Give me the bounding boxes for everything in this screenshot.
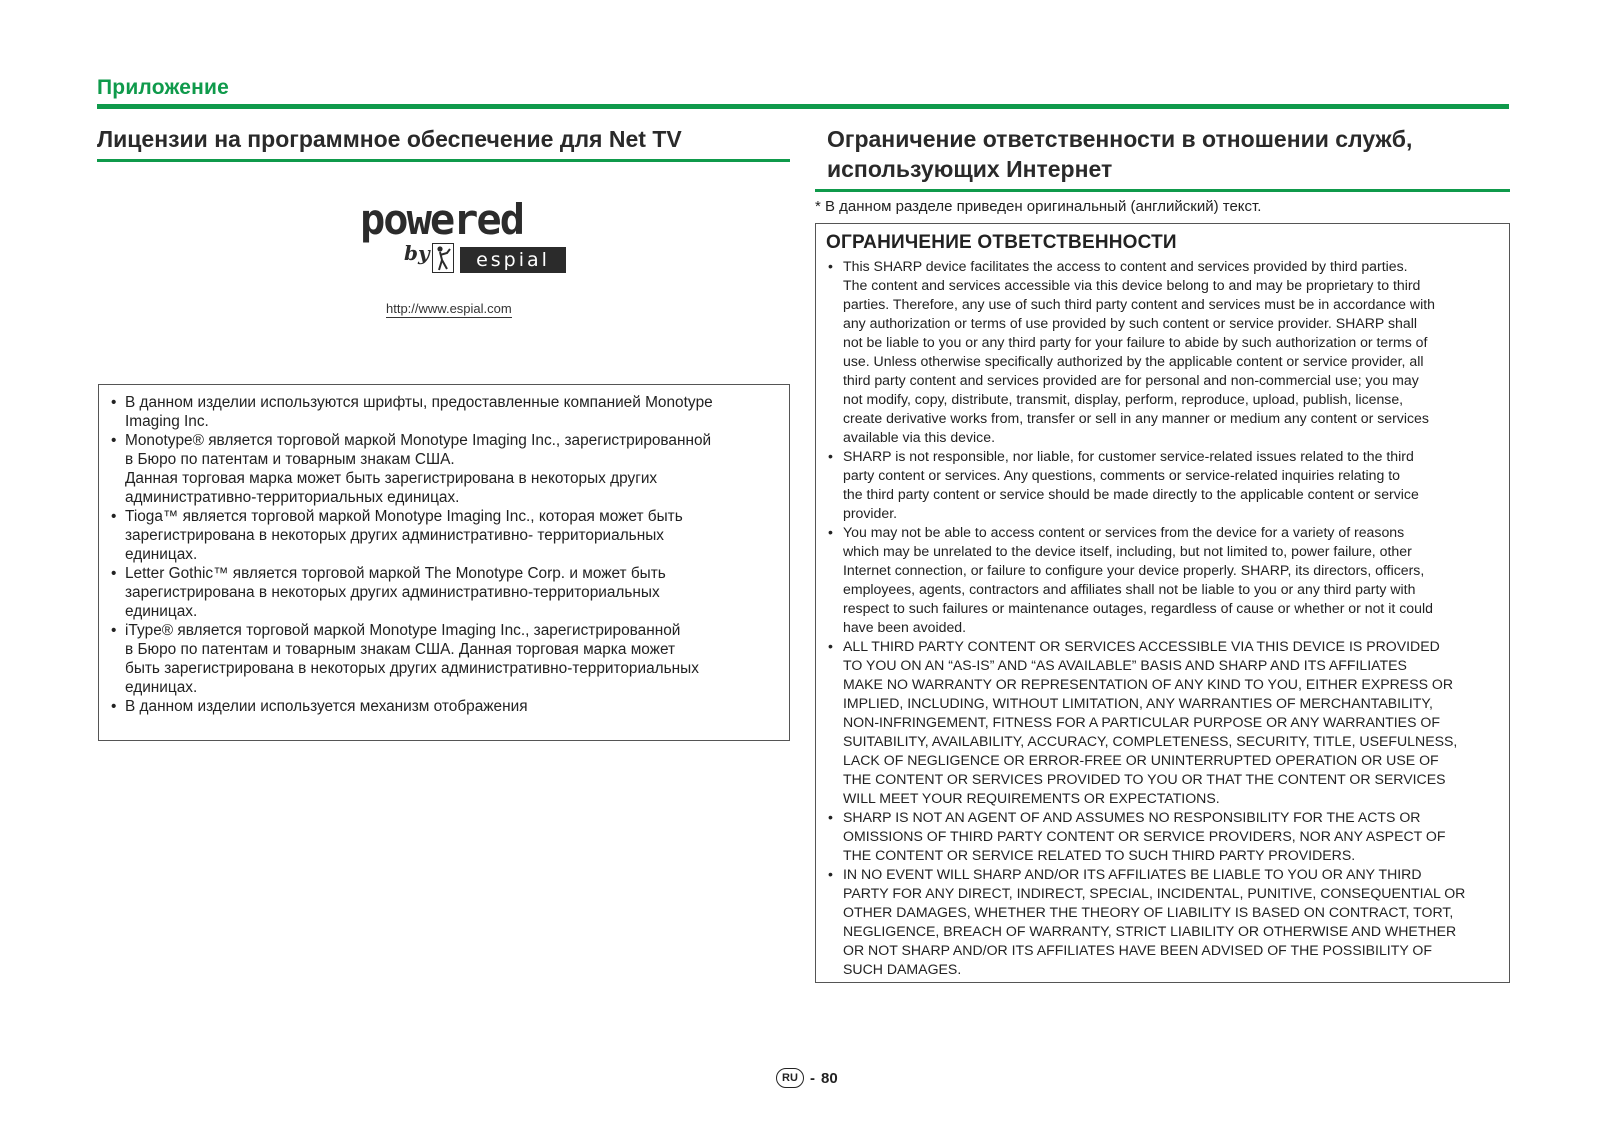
disclaimer-line: SUCH DAMAGES. — [843, 961, 962, 977]
disclaimer-line: • You may not be able to access content or services from the device for a variety of reasons — [843, 524, 1405, 540]
license-note-line: • iType® является торговой маркой Monotype Imaging Inc., зарегистрированной — [125, 622, 681, 639]
license-note-line: единицах. — [125, 546, 198, 563]
disclaimer-line: • SHARP is not responsible, nor liable, for customer service-related issues related to the third — [843, 448, 1414, 464]
section-title: Приложение — [97, 76, 230, 99]
license-note-line: • Letter Gothic™ является торговой маркой The Monotype Corp. и может быть — [125, 565, 666, 582]
header-rule — [97, 104, 1509, 109]
language-badge: RU — [776, 1068, 804, 1088]
disclaimer-line: third party content and services provided are for personal and non-commercial use; you may — [843, 372, 1419, 388]
left-heading-rule — [97, 159, 790, 162]
license-note-item — [109, 564, 777, 621]
espial-logo — [360, 195, 560, 283]
disclaimer-line: • SHARP IS NOT AN AGENT OF AND ASSUMES NO RESPONSIBILITY FOR THE ACTS OR — [843, 809, 1421, 825]
logo-by-text: by — [404, 241, 430, 265]
disclaimer-line: Internet connection, or failure to configure your device properly. SHARP, its directors, officers, — [843, 562, 1425, 578]
left-heading: Лицензии на программное обеспечение для Net TV — [97, 126, 682, 152]
disclaimer-item — [826, 865, 1501, 979]
right-heading-line-2: использующих Интернет — [827, 156, 1113, 182]
disclaimer-line: • IN NO EVENT WILL SHARP AND/OR ITS AFFILIATES BE LIABLE TO YOU OR ANY THIRD — [843, 866, 1422, 882]
disclaimer-line: OMISSIONS OF THIRD PARTY CONTENT OR SERVICE PROVIDERS, NOR ANY ASPECT OF — [843, 828, 1446, 844]
disclaimer-line: OTHER DAMAGES, WHETHER THE THEORY OF LIABILITY IS BASED ON CONTRACT, TORT, — [843, 904, 1454, 920]
right-heading-line-1: Ограничение ответственности в отношении служб, — [827, 126, 1413, 152]
disclaimer-line: any authorization or terms of use provided by such content or service provider. SHARP shall — [843, 315, 1417, 331]
disclaimer-line: not modify, copy, distribute, transmit, display, perform, reproduce, upload, publish, license, — [843, 391, 1404, 407]
disclaimer-line: NEGLIGENCE, BREACH OF WARRANTY, STRICT LIABILITY OR OTHERWISE AND WHETHER — [843, 923, 1457, 939]
license-note-line: • Monotype® является торговой маркой Monotype Imaging Inc., зарегистрированной — [125, 432, 712, 449]
disclaimer-line: TO YOU ON AN “AS-IS” AND “AS AVAILABLE” BASIS AND SHARP AND ITS AFFILIATES — [843, 657, 1407, 673]
license-note-line: быть зарегистрирована в некоторых других административно-территориальных — [125, 660, 699, 677]
disclaimer-item — [826, 637, 1501, 808]
disclaimer-line: available via this device. — [843, 429, 995, 445]
disclaimer-line: SUITABILITY, AVAILABILITY, ACCURACY, COMPLETENESS, SECURITY, TITLE, USEFULNESS, — [843, 733, 1458, 749]
logo-powered-text: powered — [360, 195, 524, 244]
license-note-line: в Бюро по патентам и товарным знакам США. Данная торговая марка может — [125, 641, 676, 658]
disclaimer-line: IMPLIED, INCLUDING, WITHOUT LIMITATION, ANY WARRANTIES OF MERCHANTABILITY, — [843, 695, 1433, 711]
license-note-line: зарегистрирована в некоторых других административно-территориальных — [125, 584, 660, 601]
espial-figure-icon — [432, 243, 454, 273]
license-note-item — [109, 431, 777, 507]
disclaimer-line: WILL MEET YOUR REQUIREMENTS OR EXPECTATIONS. — [843, 790, 1220, 806]
license-note-item — [109, 393, 777, 431]
disclaimer-line: parties. Therefore, any use of such third party content and services must be in accordance with — [843, 296, 1435, 312]
license-note-line: в Бюро по патентам и товарным знакам США. — [125, 451, 455, 468]
disclaimer-list — [826, 257, 1501, 979]
disclaimer-line: have been avoided. — [843, 619, 967, 635]
disclaimer-line: PARTY FOR ANY DIRECT, INDIRECT, SPECIAL, INCIDENTAL, PUNITIVE, CONSEQUENTIAL OR — [843, 885, 1466, 901]
license-note-line: Данная торговая марка может быть зарегистрирована в некоторых других — [125, 470, 658, 487]
disclaimer-line: employees, agents, contractors and affiliates shall not be liable to you or any third party with — [843, 581, 1416, 597]
translation-footnote: * В данном разделе приведен оригинальный (английский) текст. — [815, 198, 1262, 215]
disclaimer-item — [826, 447, 1501, 523]
disclaimer-line: THE CONTENT OR SERVICE RELATED TO SUCH THIRD PARTY PROVIDERS. — [843, 847, 1356, 863]
license-note-line: единицах. — [125, 679, 198, 696]
disclaimer-line: party content or services. Any questions, comments or service-related inquiries relating to — [843, 467, 1400, 483]
license-note-item — [109, 697, 777, 716]
disclaimer-item — [826, 257, 1501, 447]
right-heading-rule — [815, 189, 1510, 192]
license-note-line: • В данном изделии используются шрифты, предоставленные компанией Monotype — [125, 394, 713, 411]
disclaimer-line: respect to such failures or maintenance outages, regardless of cause or whether or not it could — [843, 600, 1433, 616]
license-notes-list — [99, 385, 789, 716]
disclaimer-line: LACK OF NEGLIGENCE OR ERROR-FREE OR UNINTERRUPTED OPERATION OR USE OF — [843, 752, 1439, 768]
license-notes-box — [98, 384, 790, 741]
logo-brand-box: espial — [460, 247, 566, 273]
disclaimer-line: OR NOT SHARP AND/OR ITS AFFILIATES HAVE BEEN ADVISED OF THE POSSIBILITY OF — [843, 942, 1432, 958]
disclaimer-line: NON-INFRINGEMENT, FITNESS FOR A PARTICULAR PURPOSE OR ANY WARRANTIES OF — [843, 714, 1440, 730]
disclaimer-line: not be liable to you or any third party for your failure to abide by such authorization or terms of — [843, 334, 1428, 350]
disclaimer-line: the third party content or service should be made directly to the applicable content or service — [843, 486, 1419, 502]
disclaimer-line: The content and services accessible via this device belong to and may be proprietary to third — [843, 277, 1421, 293]
license-note-line: • Tioga™ является торговой маркой Monotype Imaging Inc., которая может быть — [125, 508, 683, 525]
disclaimer-line: MAKE NO WARRANTY OR REPRESENTATION OF ANY KIND TO YOU, EITHER EXPRESS OR — [843, 676, 1454, 692]
license-note-item — [109, 507, 777, 564]
page-number — [776, 1068, 838, 1088]
disclaimer-line: • This SHARP device facilitates the access to content and services provided by third parties. — [843, 258, 1408, 274]
license-note-line: административно-территориальных единицах. — [125, 489, 460, 506]
disclaimer-heading: ОГРАНИЧЕНИЕ ОТВЕТСТВЕННОСТИ — [826, 232, 1177, 253]
espial-link[interactable]: http://www.espial.com — [386, 301, 512, 316]
disclaimer-line: which may be unrelated to the device itself, including, but not limited to, power failure, other — [843, 543, 1412, 559]
disclaimer-line: use. Unless otherwise specifically authorized by the applicable content or service provider, all — [843, 353, 1424, 369]
disclaimer-line: create derivative works from, transfer or sell in any manner or medium any content or services — [843, 410, 1429, 426]
license-note-line: • В данном изделии используется механизм отображения — [125, 698, 528, 715]
license-note-line: зарегистрирована в некоторых других административно- территориальных — [125, 527, 664, 544]
disclaimer-line: THE CONTENT OR SERVICES PROVIDED TO YOU OR THAT THE CONTENT OR SERVICES — [843, 771, 1446, 787]
license-note-line: единицах. — [125, 603, 198, 620]
disclaimer-line: • ALL THIRD PARTY CONTENT OR SERVICES ACCESSIBLE VIA THIS DEVICE IS PROVIDED — [843, 638, 1440, 654]
page-number-value: 80 — [821, 1069, 838, 1087]
disclaimer-box — [815, 223, 1510, 983]
license-note-line: Imaging Inc. — [125, 413, 209, 430]
license-note-item — [109, 621, 777, 697]
page-separator: - — [810, 1069, 815, 1087]
disclaimer-line: provider. — [843, 505, 898, 521]
disclaimer-item — [826, 523, 1501, 637]
disclaimer-item — [826, 808, 1501, 865]
